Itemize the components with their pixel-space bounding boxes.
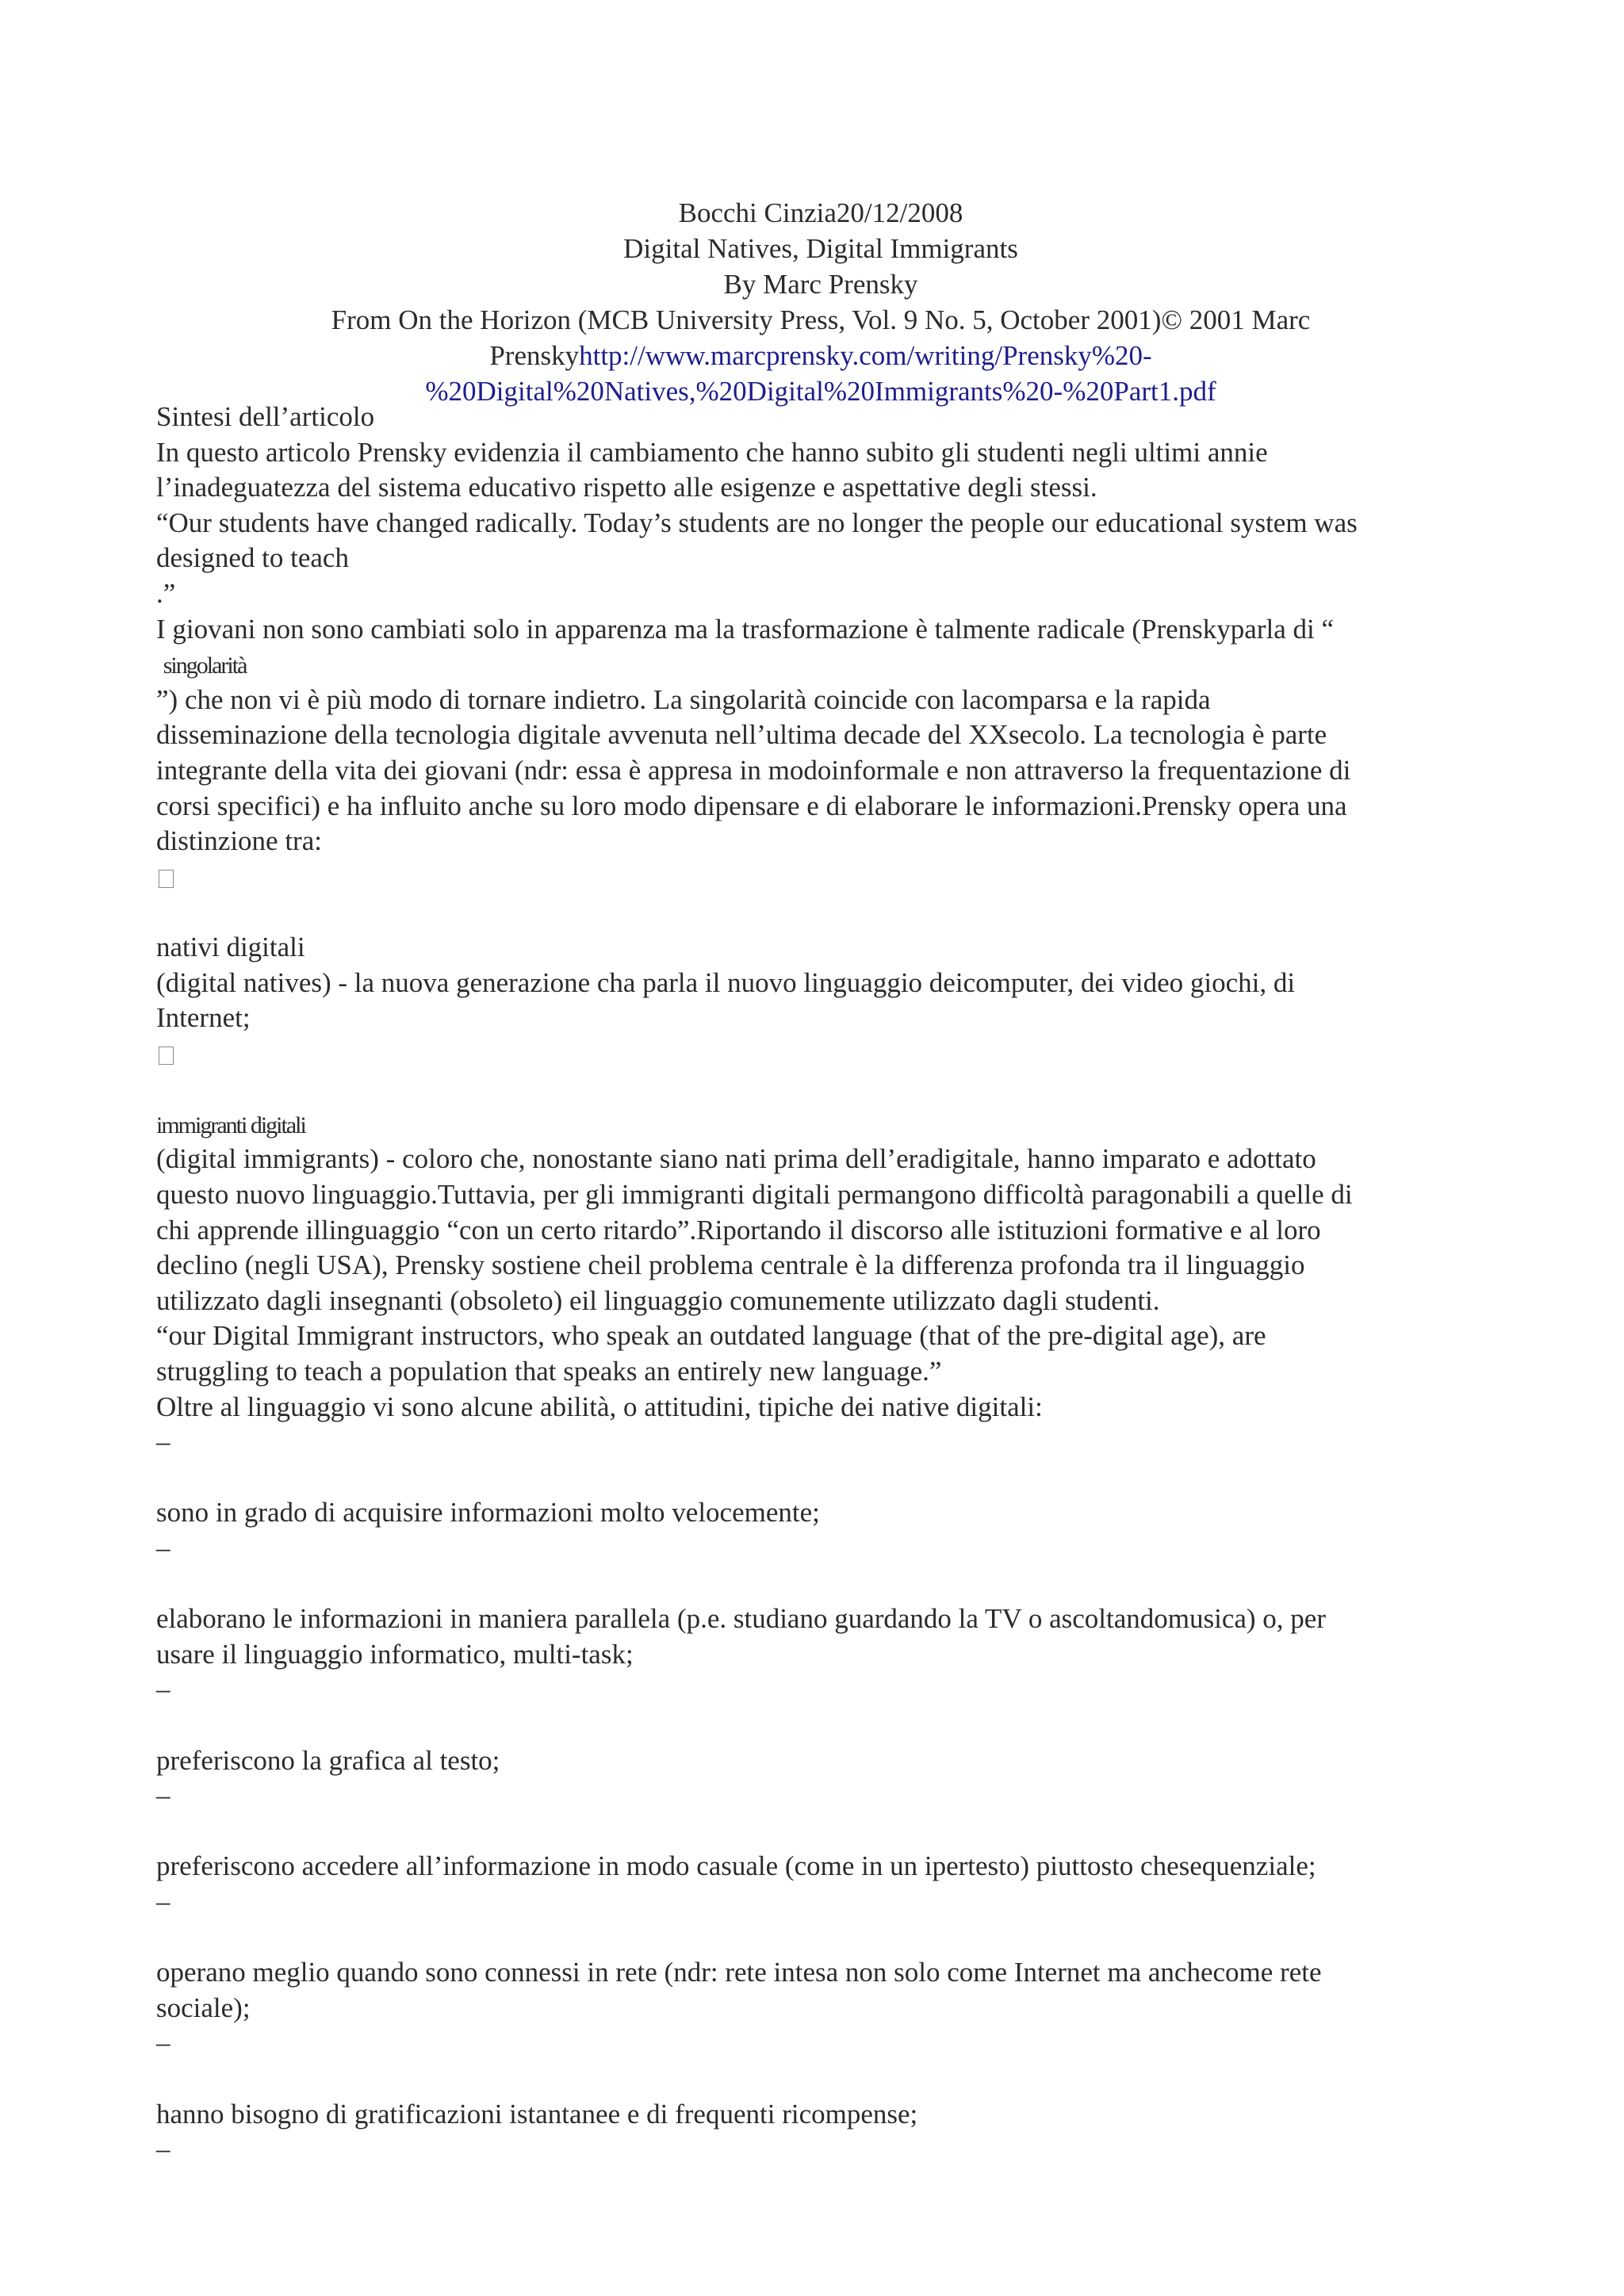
immigrants-line: declino (negli USA), Prensky sostiene cheil problema centrale è la differenza profonda tra il linguaggio — [156, 1249, 1305, 1281]
section-title: Sintesi dell’articolo — [156, 401, 375, 432]
quote-line: “Our students have changed radically. Today’s students are no longer the people our educational system was — [156, 507, 1358, 538]
bullet-box-icon — [159, 1047, 174, 1065]
author-date: Bocchi Cinzia20/12/2008 — [678, 197, 963, 228]
article-body — [156, 400, 1488, 2168]
immigrants-term-line — [156, 1107, 1488, 1142]
list-item: preferiscono la grafica al testo; — [156, 1744, 500, 1776]
immigrants-line: (digital immigrants) - coloro che, nonostante siano nati prima dell’eradigitale, hanno imparato e adottato — [156, 1143, 1316, 1175]
paragraph-line: disseminazione della tecnologia digitale avvenuta nell’ultima decade del XXsecolo. La tecnologia è parte — [156, 719, 1327, 751]
immigrants-line: utilizzato dagli insegnanti (obsoleto) eil linguaggio comunemente utilizzato dagli studenti. — [156, 1284, 1160, 1316]
bullet-box-icon — [159, 870, 174, 888]
immigrants-line: questo nuovo linguaggio.Tuttavia, per gli immigranti digitali permangono difficoltà paragonabili a quelle di — [156, 1179, 1353, 1211]
list-dash: – — [156, 1780, 170, 1812]
list-item: preferiscono accedere all’informazione in modo casuale (come in un ipertesto) piuttosto chesequenziale; — [156, 1850, 1316, 1882]
immigrants-term: immigranti digitali — [156, 1112, 305, 1138]
list-item: sociale); — [156, 1992, 251, 2023]
paragraph-line: ”) che non vi è più modo di tornare indietro. La singolarità coincide con lacomparsa e la rapida — [156, 683, 1211, 715]
paragraph-line: I giovani non sono cambiati solo in apparenza ma la trasformazione è talmente radicale (Prenskyparla di “ — [156, 613, 1334, 645]
article-title: Digital Natives, Digital Immigrants — [623, 233, 1018, 264]
quote-line: .” — [156, 577, 176, 609]
source-link-continued[interactable]: %20Digital%20Natives,%20Digital%20Immigrants%20-%20Part1.pdf — [425, 376, 1216, 407]
list-item: usare il linguaggio informatico, multi-task; — [156, 1638, 634, 1670]
list-dash: – — [156, 1885, 170, 1917]
list-item: elaborano le informazioni in maniera parallela (p.e. studiano guardando la TV o ascoltandomusica) o, per — [156, 1603, 1326, 1635]
intro-line: l’inadeguatezza del sistema educativo rispetto alle esigenze e aspettative degli stessi. — [156, 472, 1097, 503]
bullet-line — [156, 859, 1488, 895]
paragraph-line: corsi specifici) e ha influito anche su loro modo dipensare e di elaborare le informazioni.Prensky opera una — [156, 790, 1347, 821]
intro-line: In questo articolo Prensky evidenzia il cambiamento che hanno subito gli studenti negli ultimi annie — [156, 436, 1268, 468]
quote-line: struggling to teach a population that speaks an entirely new language.” — [156, 1356, 942, 1387]
document-header — [198, 195, 1443, 409]
source-link[interactable]: http://www.marcprensky.com/writing/Prensky%20- — [579, 340, 1152, 371]
list-dash: – — [156, 1533, 170, 1563]
immigrants-line: chi apprende illinguaggio “con un certo ritardo”.Riportando il discorso alle istituzioni formative e al loro — [156, 1214, 1321, 1246]
natives-line: (digital natives) - la nuova generazione cha parla il nuovo linguaggio deicomputer, dei video giochi, di — [156, 966, 1296, 998]
quote-line: designed to teach — [156, 542, 349, 574]
bullet-line — [156, 1036, 1488, 1072]
quote-line: “our Digital Immigrant instructors, who speak an outdated language (that of the pre-digital age), are — [156, 1320, 1266, 1352]
source-link-line — [198, 338, 1443, 373]
natives-term: nativi digitali — [156, 931, 305, 962]
list-dash: – — [156, 2133, 170, 2165]
article-source: From On the Horizon (MCB University Press, Vol. 9 No. 5, October 2001)© 2001 Marc — [331, 304, 1311, 335]
singolarita-term: singolarità — [163, 652, 247, 679]
list-item: operano meglio quando sono connessi in rete (ndr: rete intesa non solo come Internet ma anchecome rete — [156, 1957, 1322, 1988]
abilities-intro: Oltre al linguaggio vi sono alcune abilità, o attitudini, tipiche dei native digitali: — [156, 1391, 1043, 1422]
paragraph-line: distinzione tra: — [156, 825, 322, 857]
list-item: sono in grado di acquisire informazioni molto velocemente; — [156, 1497, 820, 1529]
natives-line: Internet; — [156, 1002, 251, 1034]
singolarita-term-line — [156, 647, 1488, 683]
paragraph-line: integrante della vita dei giovani (ndr: essa è appresa in modoinformale e non attraverso la frequentazione di — [156, 754, 1351, 786]
list-dash: – — [156, 2027, 170, 2059]
source-prefix: Prensky — [489, 340, 580, 371]
list-item: hanno bisogno di gratificazioni istantanee e di frequenti ricompense; — [156, 2098, 918, 2130]
list-dash: – — [156, 1426, 170, 1458]
list-dash: – — [156, 1674, 170, 1705]
article-author: By Marc Prensky — [723, 269, 918, 300]
